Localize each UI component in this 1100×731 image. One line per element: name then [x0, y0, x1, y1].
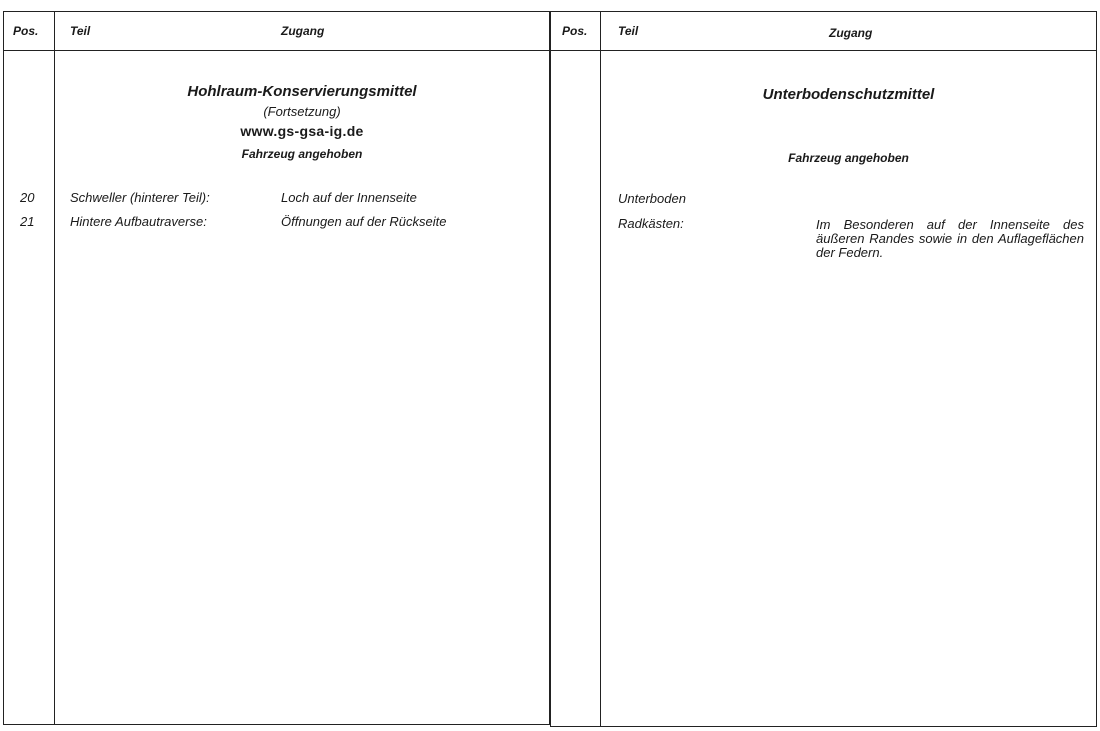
left-section-subtitle: (Fortsetzung)	[263, 104, 341, 119]
right-condition: Fahrzeug angehoben	[788, 151, 909, 165]
left-row-zugang: Öffnungen auf der Rückseite	[281, 214, 447, 229]
right-header-pos: Pos.	[562, 24, 588, 38]
left-row-teil: Hintere Aufbautraverse:	[70, 214, 207, 229]
left-header-rule	[3, 50, 550, 51]
left-url: www.gs-gsa-ig.de	[240, 123, 364, 139]
left-row-zugang: Loch auf der Innenseite	[281, 190, 417, 205]
left-row-teil: Schweller (hinterer Teil):	[70, 190, 210, 205]
right-header-zugang: Zugang	[829, 26, 873, 40]
left-header-teil: Teil	[70, 24, 91, 38]
left-row-pos: 21	[20, 214, 35, 229]
right-header-teil: Teil	[618, 24, 639, 38]
left-header-pos: Pos.	[13, 24, 39, 38]
right-row-teil: Radkästen:	[618, 216, 684, 231]
right-table	[550, 11, 1097, 727]
right-pos-divider	[600, 11, 601, 727]
left-row-pos: 20	[20, 190, 35, 205]
left-condition: Fahrzeug angehoben	[241, 147, 363, 161]
left-header-zugang: Zugang	[281, 24, 325, 38]
left-section-title: Hohlraum-Konservierungsmittel	[187, 83, 417, 100]
right-section-title: Unterbodenschutzmittel	[762, 86, 935, 103]
right-row-zugang: Im Besonderen auf der Innenseite des äußeren Randes sowie in den Auflageflächen der Federn.	[816, 217, 1084, 260]
right-row-teil: Unterboden	[618, 191, 686, 206]
right-header-rule	[550, 50, 1097, 51]
